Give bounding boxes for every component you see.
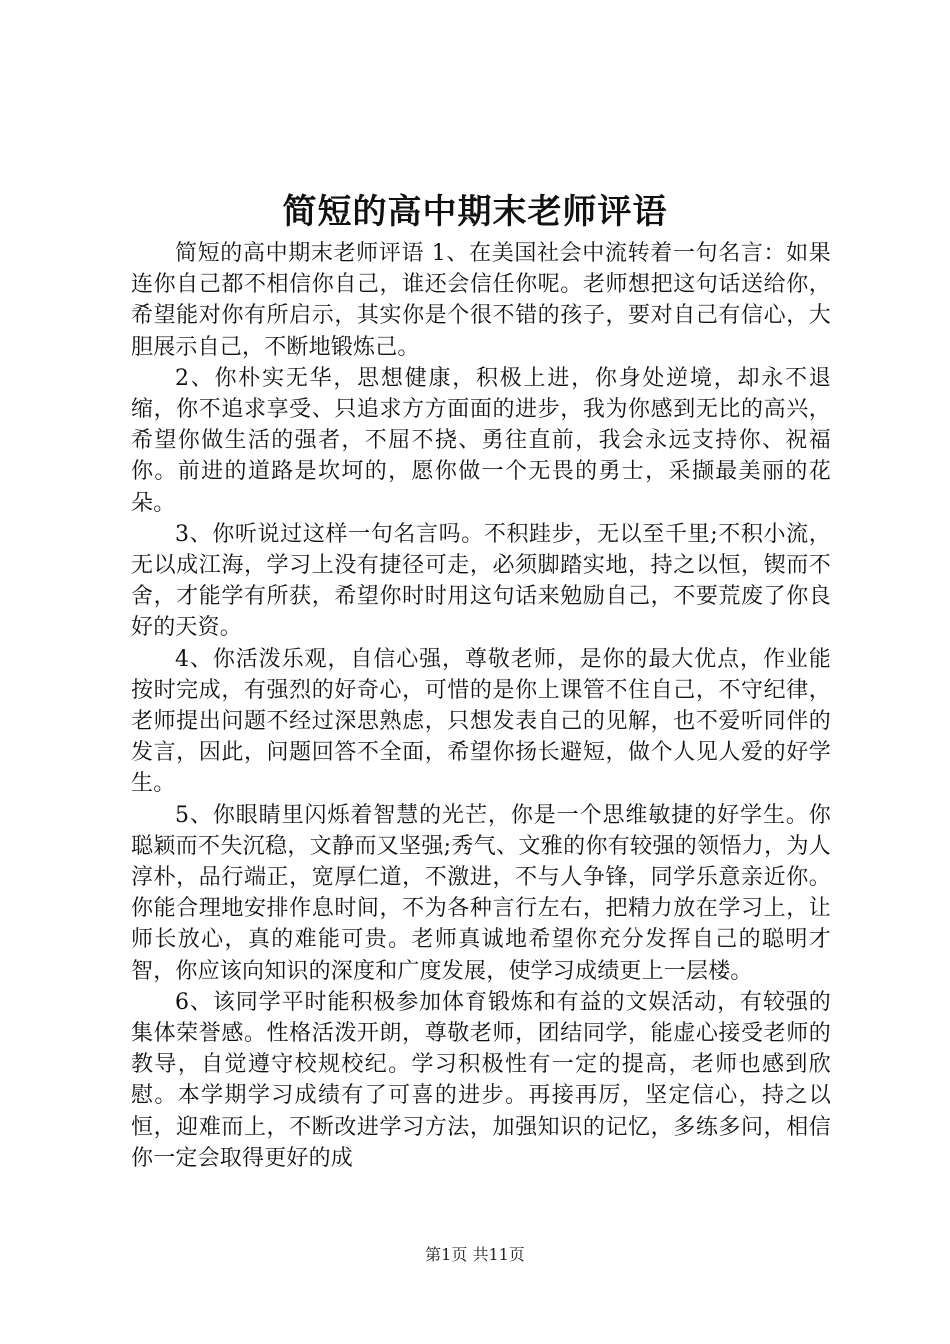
document-body bbox=[131, 238, 831, 1174]
document-title: 简短的高中期末老师评语 bbox=[282, 192, 668, 232]
paragraph-4: 4、你活泼乐观，自信心强，尊敬老师，是你的最大优点，作业能按时完成，有强烈的好奇心，可惜的是你上课管不住自己，不守纪律，老师提出问题不经过深思熟虑，只想发表自己的见解，也不爱听同伴的发言，因此，问题回答不全面，希望你扬长避短，做个人见人爱的好学生。 bbox=[131, 646, 831, 797]
paragraph-2: 2、你朴实无华，思想健康，积极上进，你身处逆境，却永不退缩，你不追求享受、只追求方方面面的进步，我为你感到无比的高兴，希望你做生活的强者，不屈不挠、勇往直前，我会永远支持你、祝福你。前进的道路是坎坷的，愿你做一个无畏的勇士，采撷最美丽的花朵。 bbox=[131, 365, 831, 516]
paragraph-3: 3、你听说过这样一句名言吗。不积跬步，无以至千里;不积小流，无以成江海，学习上没有捷径可走，必须脚踏实地，持之以恒，锲而不舍，才能学有所获，希望你时时用这句话来勉励自己，不要荒废了你良好的天资。 bbox=[131, 521, 831, 641]
paragraph-1: 简短的高中期末老师评语 1、在美国社会中流转着一句名言：如果连你自己都不相信你自己，谁还会信任你呢。老师想把这句话送给你，希望能对你有所启示，其实你是个很不错的孩子，要对自己有信心，大胆展示自己，不断地锻炼己。 bbox=[131, 241, 831, 360]
page-number-footer: 第1页 共11页 bbox=[425, 1245, 525, 1264]
paragraph-6: 6、该同学平时能积极参加体育锻炼和有益的文娱活动，有较强的集体荣誉感。性格活泼开朗，尊敬老师，团结同学，能虚心接受老师的教导，自觉遵守校规校纪。学习积极性有一定的提高，老师也感到欣慰。本学期学习成绩有了可喜的进步。再接再厉，坚定信心，持之以恒，迎难而上，不断改进学习方法，加强知识的记忆，多练多问，相信你一定会取得更好的成 bbox=[131, 989, 831, 1171]
paragraph-5: 5、你眼睛里闪烁着智慧的光芒，你是一个思维敏捷的好学生。你聪颖而不失沉稳，文静而又坚强;秀气、文雅的你有较强的领悟力，为人淳朴，品行端正，宽厚仁道，不激进，不与人争锋，同学乐意亲近你。你能合理地安排作息时间，不为各种言行左右，把精力放在学习上，让师长放心，真的难能可贵。老师真诚地希望你充分发挥自己的聪明才智，你应该向知识的深度和广度发展，使学习成绩更上一层楼。 bbox=[131, 802, 831, 984]
